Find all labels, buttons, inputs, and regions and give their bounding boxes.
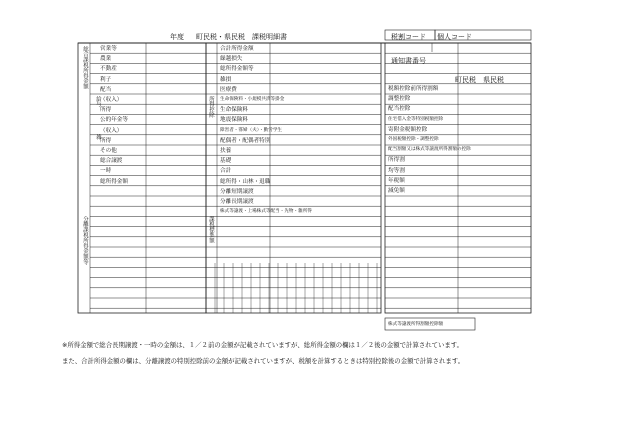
mid-row: 生命保険料 — [220, 107, 248, 114]
group-sep-label: 分離課税所得金額等 — [82, 216, 88, 265]
right-row: 配当割額又は株式等譲渡所得割額の控除 — [388, 147, 471, 153]
right-row: 年税額 — [388, 177, 405, 184]
mid-row: 総所得金額等 — [220, 66, 254, 73]
right-row: 減免額 — [388, 188, 405, 194]
left-row: 一時 — [100, 168, 112, 175]
left-row: （収入） — [100, 97, 123, 103]
mid-row: 分離短期譲渡 — [220, 188, 254, 195]
mid-row: 配偶者・配偶者特別 — [220, 137, 271, 144]
group-gross-label: 総合課税所得金額 — [82, 46, 88, 90]
mid-row: 基礎 — [220, 158, 232, 165]
sub-kyuyo-label: 給与 — [95, 96, 101, 107]
tax-header-band: 町民税 県民税 — [455, 76, 504, 84]
tax-code-label: 税割コード — [391, 33, 426, 41]
footnote-2: また、合計所得金額の欄は、分離譲渡の特別控除前の金額が記載されていますが、税額を計算するときは特別控除後の金額で計算されます。 — [62, 357, 465, 365]
left-row: 農業 — [100, 56, 112, 63]
left-row: （収入） — [100, 127, 123, 134]
footnote-1: ※所得金額で総合長期譲渡・一時の金額は、１／２前の金額が記載されていますが、総所得金額の欄は１／２後の金額で計算されています。 — [62, 341, 464, 349]
personal-code-label: 個人コード — [437, 33, 472, 41]
mid-row: 地震保険料 — [220, 117, 248, 124]
left-row: 総所得金額 — [100, 178, 128, 185]
footer-box-label: 株式等譲渡所得割額控除額 — [388, 322, 444, 327]
group-shotoku-label: 所得控除 — [208, 96, 214, 118]
mid-row: 分離長期譲渡 — [220, 199, 254, 205]
notify-number-label: 通知書番号 — [391, 57, 426, 65]
group-kazei-label: 課税標準額 — [208, 216, 214, 243]
right-row: 配当控除 — [388, 106, 411, 113]
left-row: その他 — [100, 148, 117, 154]
year-label: 年度 — [170, 33, 184, 41]
left-row: 所得 — [100, 107, 112, 114]
right-row: 均等割 — [388, 167, 405, 174]
left-row: 総合譲渡 — [100, 158, 123, 165]
mid-row: 合計 — [220, 168, 232, 175]
right-row: 調整控除 — [388, 96, 411, 103]
left-row: 不動産 — [100, 66, 117, 73]
right-row: 所得割 — [388, 157, 405, 164]
mid-row: 合計所得金額 — [220, 46, 254, 52]
right-row: 税額控除前所得割額 — [388, 86, 439, 92]
left-row: 配当 — [100, 86, 112, 93]
mid-row: 繰越損失 — [220, 56, 243, 63]
mid-row: 扶養 — [220, 148, 232, 154]
mid-row: 株式等譲渡・上場株式等配当・先物・雑所得 — [220, 209, 312, 215]
left-row: 営業等 — [100, 46, 117, 52]
form-title: 町民税・県民税 課税明細書 — [196, 33, 287, 41]
right-row: 住宅借入金等特別税額控除 — [388, 116, 444, 122]
left-row: 利子 — [100, 76, 112, 83]
mid-row: 生命保険料・小規模共済等掛金 — [220, 97, 285, 102]
grid-box — [78, 43, 206, 313]
mid-row: 総所得・山林・退職 — [220, 178, 271, 185]
sub-zatsu-label: 雑 — [95, 134, 101, 140]
right-row: 外国税額控除・調整控除 — [388, 137, 439, 142]
mid-row: 雑損 — [220, 76, 232, 83]
mid-row: 障害者・寡婦（夫）・勤労学生 — [220, 127, 283, 133]
right-row: 寄附金税額控除 — [388, 126, 428, 133]
mid-row: 医療費 — [220, 86, 237, 93]
left-row: 公的年金等 — [100, 117, 128, 124]
left-row: 所得 — [100, 137, 112, 144]
